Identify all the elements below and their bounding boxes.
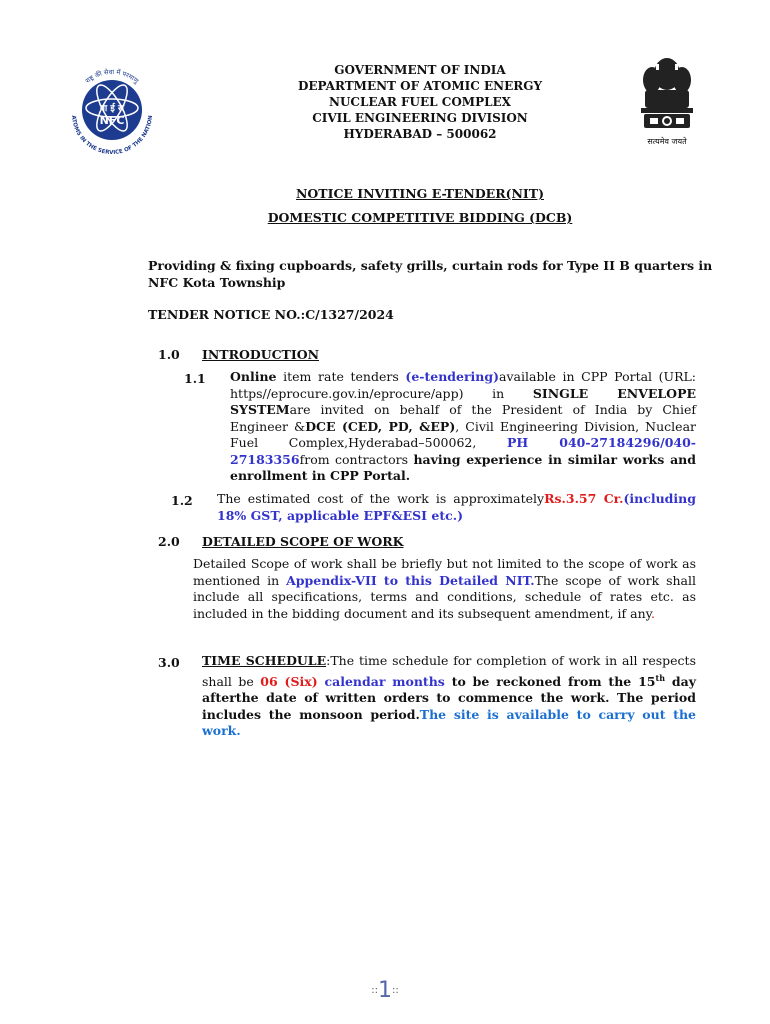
svg-text:NFC: NFC — [99, 114, 125, 127]
emblem-motto: सत्यमेव जयते — [647, 137, 687, 146]
tender-notice-number: TENDER NOTICE NO.:C/1327/2024 — [148, 307, 394, 322]
s3-e: day afterthe date of written orders to commence the work. The period includes the monsoon period. — [202, 673, 696, 722]
work-title-line-2: NFC Kota Township — [148, 275, 286, 290]
footer-right-dots: :: — [392, 985, 399, 996]
section-3-text — [202, 653, 696, 740]
nfc-logo — [64, 62, 160, 158]
section-2-number: 2.0 — [158, 534, 180, 549]
section-1-number: 1.0 — [158, 347, 180, 362]
header-line-2: DEPARTMENT OF ATOMIC ENERGY — [297, 79, 543, 93]
s2-c: The scope of work shall include all specifications, terms and conditions, schedule of rates etc. as included in the bidding document and its subsequent amendment, if any — [193, 572, 697, 621]
s11-j: from contractors — [299, 451, 414, 467]
section-1-2-number: 1.2 — [171, 493, 193, 508]
section-1-1-text — [230, 369, 696, 485]
s11-h: , Civil Engineering Division, Nuclear Fuel Complex,Hyderabad–500062, — [230, 418, 696, 450]
s11-etendering: (e-tendering) — [405, 369, 500, 384]
header-line-1: GOVERNMENT OF INDIA — [334, 63, 506, 77]
page-footer — [0, 978, 770, 1003]
section-1-heading: INTRODUCTION — [202, 347, 320, 362]
header-line-5: HYDERABAD – 500062 — [343, 127, 497, 141]
s11-online: Online — [230, 369, 277, 384]
s3-a: :The time schedule for completion of work in all respects shall be — [202, 653, 696, 689]
s11-phone: PH 040-27184296/040-27183356 — [230, 435, 696, 467]
s3-sup: th — [655, 672, 666, 683]
section-2-heading: DETAILED SCOPE OF WORK — [202, 534, 404, 549]
s3-d: to be reckoned from the 15 — [444, 673, 656, 689]
s3-six: 06 (Six) — [260, 673, 318, 689]
section-2-text — [193, 556, 696, 622]
s11-d: available in CPP Portal (URL: https//eprocure.gov.in/eprocure/app) in — [230, 369, 697, 401]
s2-a: Detailed Scope of work shall be briefly but not limited to the scope of work as mentioned in — [193, 556, 696, 588]
notice-title: NOTICE INVITING E-TENDER(NIT) — [295, 186, 544, 201]
header-line-4: CIVIL ENGINEERING DIVISION — [312, 111, 528, 125]
work-title — [148, 257, 728, 291]
office-header — [240, 62, 600, 142]
s2-appendix: Appendix-VII to this Detailed NIT. — [286, 572, 535, 588]
s2-d: . — [651, 605, 656, 621]
svg-text:ATOMS IN THE SERVICE OF THE NA: ATOMS IN THE SERVICE OF THE NATION — [69, 115, 155, 157]
nfc-logo-graphic — [64, 62, 160, 158]
section-1-1-number: 1.1 — [184, 371, 206, 386]
s11-dce: DCE (CED, PD, &EP) — [305, 418, 456, 434]
svg-text:ना ई स: ना ई स — [99, 104, 125, 114]
s11-single-envelope: SINGLE ENVELOPE SYSTEM — [230, 385, 696, 417]
s11-b: item rate tenders — [276, 369, 406, 384]
header-line-3: NUCLEAR FUEL COMPLEX — [329, 95, 511, 109]
s12-a: The estimated cost of the work is approximately — [217, 491, 545, 506]
s3-heading: TIME SCHEDULE — [202, 653, 327, 668]
s3-site-available: The site is available to carry out the work. — [202, 706, 697, 739]
bidding-title: DOMESTIC COMPETITIVE BIDDING (DCB) — [267, 210, 573, 225]
s11-f: are invited on behalf of the President of India by Chief Engineer & — [230, 402, 696, 434]
section-3-number: 3.0 — [158, 655, 180, 670]
s3-months: calendar months — [317, 673, 445, 689]
state-emblem — [626, 52, 708, 146]
page-number: 1 — [378, 978, 392, 1003]
footer-left-dots: :: — [371, 985, 378, 996]
s12-cost: Rs.3.57 Cr. — [544, 491, 624, 506]
svg-text:राष्ट्र की सेवा में परमाणु: राष्ट्र की सेवा में परमाणु — [83, 67, 141, 85]
s11-k: having experience in similar works and enrollment in CPP Portal. — [230, 451, 696, 483]
s12-including: (including 18% GST, applicable EPF&ESI etc.) — [217, 491, 697, 523]
lion-capital-icon — [626, 52, 708, 132]
work-title-line-1: Providing & fixing cupboards, safety grills, curtain rods for Type II B quarters in — [148, 258, 713, 273]
section-1-2-text — [217, 491, 696, 524]
